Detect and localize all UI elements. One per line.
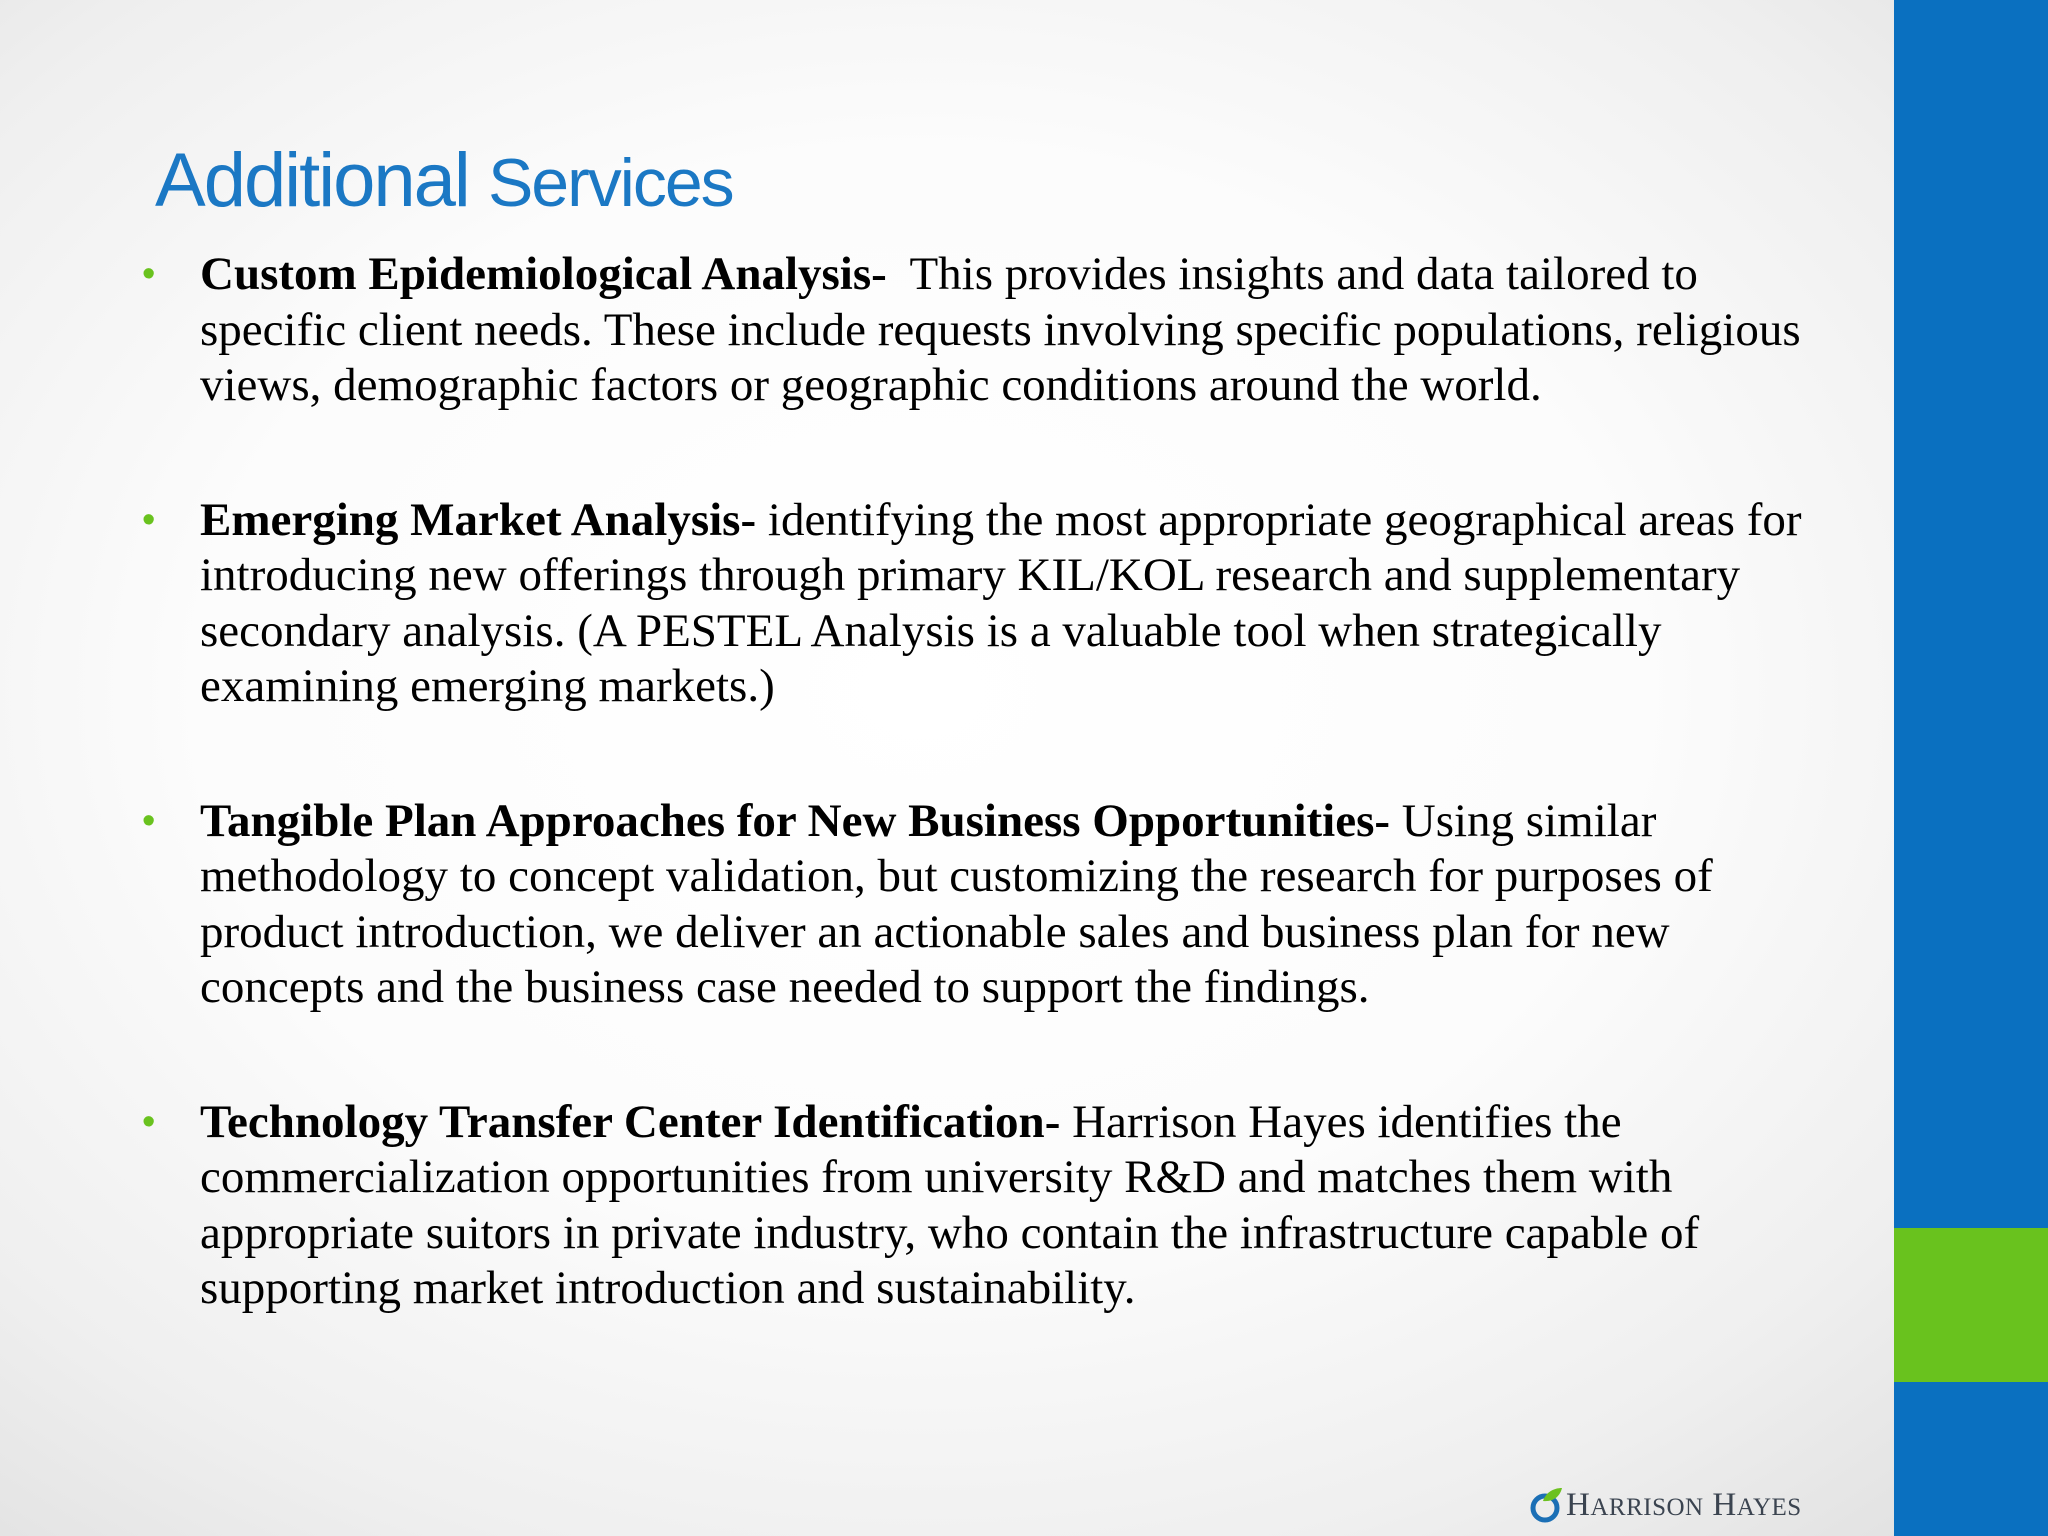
bullet-body: Using similar methodology to concept validation, but customizing the research for purposes of product introduction, we deliver an actionable sales and business plan for new concepts and the business case needed to support the findings. (200, 794, 1713, 1013)
title-word-services: Services (487, 145, 733, 221)
bullet-heading: Technology Transfer Center Identification- (200, 1095, 1061, 1148)
logo-letter-h1: H (1566, 1486, 1591, 1523)
bullet-emerging-market-analysis (142, 493, 1802, 715)
bullet-tangible-plan-approaches (142, 794, 1802, 1016)
bullet-body: identifying the most appropriate geographical areas for introducing new offerings through primary KIL/KOL research and supplementary secondary analysis. (A PESTEL Analysis is a valuable tool when strategically examining emerging markets.) (200, 493, 1802, 712)
logo-word-ayes: AYES (1736, 1493, 1802, 1521)
bullet-heading: Emerging Market Analysis- (200, 493, 757, 546)
title-word-additional: Additional (155, 138, 469, 223)
bullet-heading: Tangible Plan Approaches for New Business Opportunities- (200, 794, 1391, 847)
bullet-dot: • (142, 253, 156, 295)
side-accent-bar-green (1894, 1228, 2048, 1382)
bullet-body: Harrison Hayes identifies the commercialization opportunities from university R&D and matches them with appropriate suitors in private industry, who contain the infrastructure capable of supporting market introduction and sustainability. (200, 1095, 1700, 1314)
bullet-dot: • (142, 498, 156, 541)
bullet-custom-epidemiological-analysis (142, 247, 1813, 414)
bullet-heading: Custom Epidemiological Analysis- (200, 248, 887, 300)
bullet-technology-transfer-center (142, 1095, 1802, 1317)
bullet-dot: • (142, 1100, 156, 1143)
slide-title (155, 135, 733, 226)
harrison-hayes-logo (1530, 1483, 1802, 1527)
logo-letter-h2: H (1712, 1486, 1737, 1523)
bullet-list (142, 247, 1813, 1317)
logo-wordmark (1566, 1487, 1802, 1524)
harrison-hayes-logo-icon (1530, 1486, 1564, 1524)
logo-word-arrison: ARRISON (1590, 1493, 1704, 1521)
bullet-body: This provides insights and data tailored to specific client needs. These include requests involving specific populations, religious views, demographic factors or geographic conditions around the world. (200, 248, 1813, 411)
bullet-dot: • (142, 799, 156, 842)
